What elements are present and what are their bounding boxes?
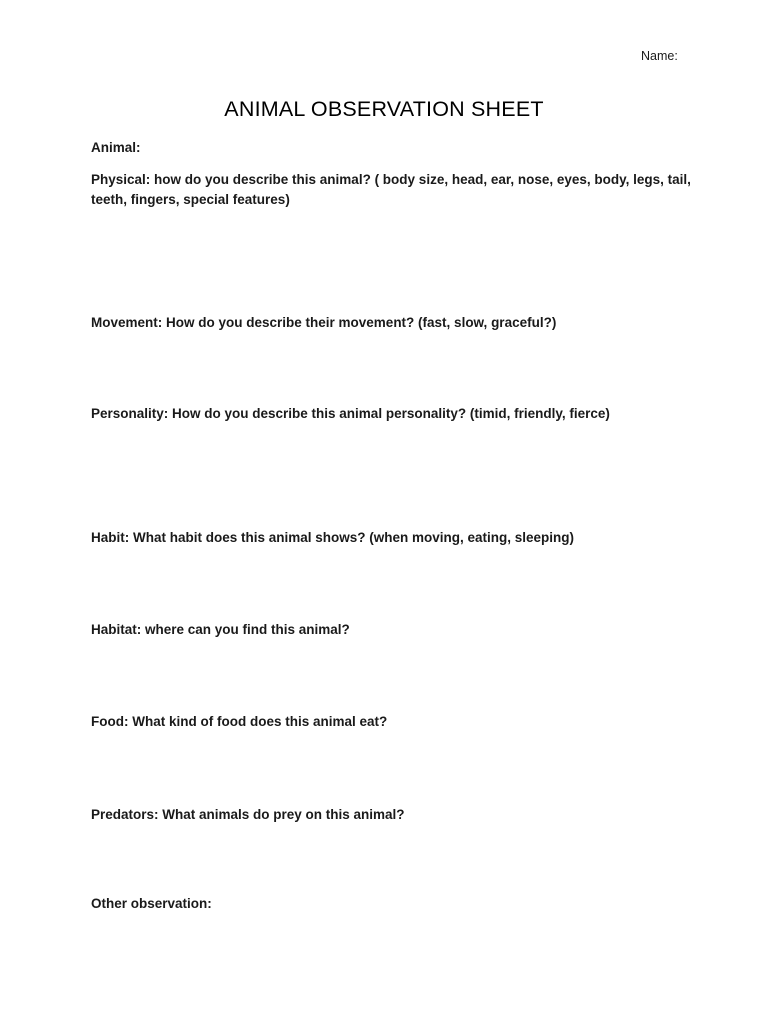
question-habit: Habit: What habit does this animal shows? (when moving, eating, sleeping) xyxy=(91,530,575,545)
question-animal: Animal: xyxy=(91,140,141,155)
name-label: Name: xyxy=(641,49,678,63)
question-food: Food: What kind of food does this animal eat? xyxy=(91,714,388,729)
page-title: ANIMAL OBSERVATION SHEET xyxy=(224,97,544,121)
question-physical: Physical: how do you describe this animal? ( body size, head, ear, nose, eyes, body, legs, tail, teeth, fingers, special features) xyxy=(91,172,691,207)
question-movement: Movement: How do you describe their movement? (fast, slow, graceful?) xyxy=(91,315,557,330)
question-habitat: Habitat: where can you find this animal? xyxy=(91,622,350,637)
question-other: Other observation: xyxy=(91,896,212,911)
question-personality: Personality: How do you describe this animal personality? (timid, friendly, fierce) xyxy=(91,406,610,421)
question-predators: Predators: What animals do prey on this animal? xyxy=(91,807,405,822)
